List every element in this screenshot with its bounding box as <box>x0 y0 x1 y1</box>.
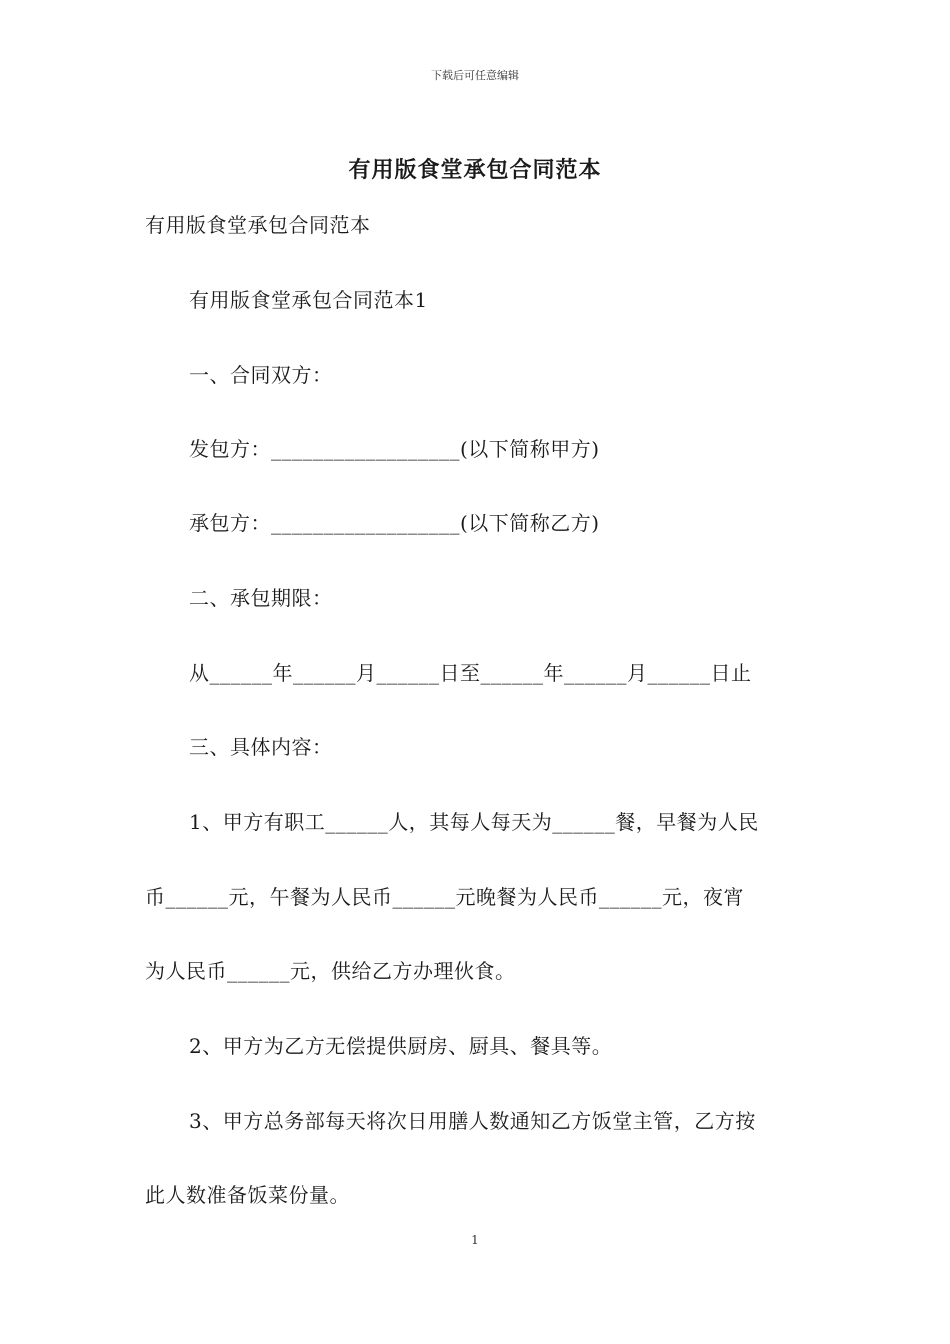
content-item-1-line-1: 1、甲方有职工______人，其每人每天为______餐，早餐为人民 <box>189 810 759 834</box>
document-title: 有用版食堂承包合同范本 <box>348 157 602 183</box>
content-item-3-line-1: 3、甲方总务部每天将次日用膳人数通知乙方饭堂主管，乙方按 <box>189 1109 756 1133</box>
content-item-3-line-2: 此人数准备饭菜份量。 <box>145 1183 350 1207</box>
party-a-line: 发包方：__________________(以下简称甲方) <box>189 437 600 461</box>
page-number: 1 <box>471 1233 479 1247</box>
party-b-line: 承包方：__________________(以下简称乙方) <box>189 511 600 535</box>
clause-heading-term: 二、承包期限： <box>189 586 333 610</box>
content-item-1-line-3: 为人民币______元，供给乙方办理伙食。 <box>145 959 516 983</box>
clause-heading-content: 三、具体内容： <box>189 735 333 759</box>
content-item-2: 2、甲方为乙方无偿提供厨房、厨具、餐具等。 <box>189 1034 613 1058</box>
content-item-1-line-2: 币______元，午餐为人民币______元晚餐为人民币______元，夜宵 <box>145 885 744 909</box>
term-line: 从______年______月______日至______年______月______日止 <box>189 661 752 685</box>
header-note: 下载后可任意编辑 <box>431 69 519 82</box>
clause-heading-parties: 一、合同双方： <box>189 363 333 387</box>
section-heading: 有用版食堂承包合同范本1 <box>189 288 428 312</box>
subtitle-line: 有用版食堂承包合同范本 <box>145 213 371 237</box>
